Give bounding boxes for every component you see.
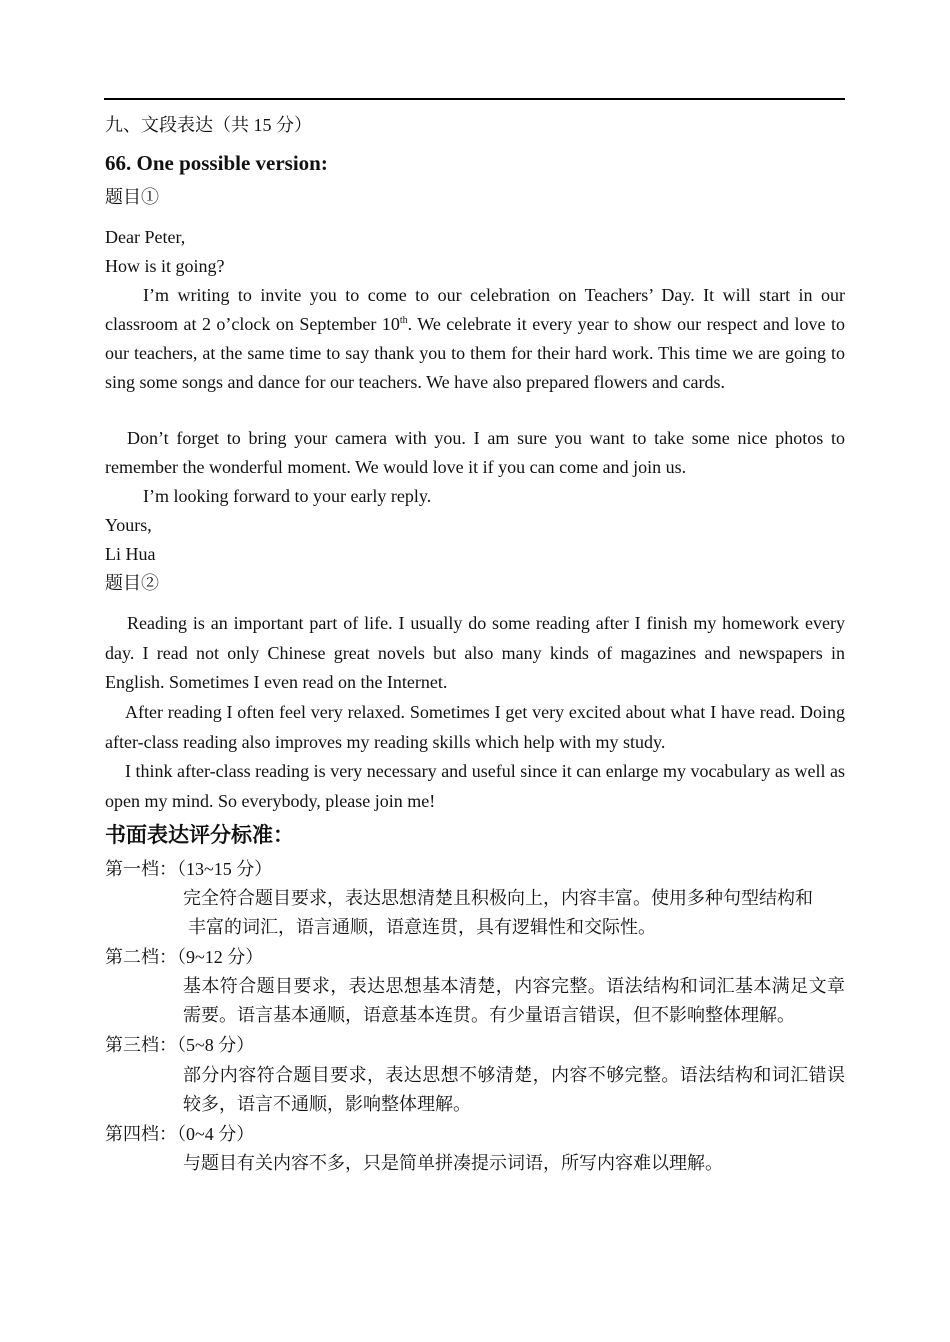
grade-level-4-desc: 与题目有关内容不多，只是简单拼凑提示词语，所写内容难以理解。 <box>183 1153 723 1173</box>
section-title: 九、文段表达（共 15 分） <box>105 115 312 135</box>
essay-paragraph-1: Reading is an important part of life. I usually do some reading after I finish my homework every day. I read not only Chinese great novels but also many kinds of magazines and newspapers in English. Sometimes I even read on the Internet. <box>105 613 845 692</box>
essay-paragraph-3: I think after-class reading is very necessary and useful since it can enlarge my vocabulary as well as open my mind. So everybody, please join me! <box>105 761 845 811</box>
grade-level-1: 第一档：（13~15 分） <box>105 859 273 879</box>
grading-title: 书面表达评分标准： <box>105 823 294 847</box>
letter-signature: Li Hua <box>105 544 156 564</box>
question-heading: 66. One possible version: <box>105 151 328 175</box>
top-rule <box>104 98 845 100</box>
letter-greeting: Dear Peter, <box>105 227 186 247</box>
letter-paragraph-2: Don’t forget to bring your camera with you. I am sure you want to take some nice photos to remember the wonderful moment. We would love it if you can come and join us. <box>105 428 845 477</box>
letter-paragraph-1-text-a: I’m writing to invite you to come to our celebration on Teachers’ Day. It will start in our classroom at 2 o’clock on September 10 <box>105 285 845 334</box>
grade-level-4: 第四档：（0~4 分） <box>105 1124 255 1144</box>
grade-level-1-desc-line2: 丰富的词汇，语言通顺，语意连贯，具有逻辑性和交际性。 <box>188 917 656 937</box>
topic2-label: 题目② <box>105 573 159 593</box>
letter-paragraph-3: I’m looking forward to your early reply. <box>143 486 432 506</box>
grade-level-3: 第三档：（5~8 分） <box>105 1035 255 1055</box>
letter-closing: Yours, <box>105 515 152 535</box>
ordinal-suffix: th <box>399 315 408 326</box>
grade-level-1-desc-line1: 完全符合题目要求，表达思想清楚且积极向上，内容丰富。使用多种句型结构和 <box>183 888 813 908</box>
letter-paragraph-1 <box>105 281 845 397</box>
grade-level-2-desc: 基本符合题目要求，表达思想基本清楚，内容完整。语法结构和词汇基本满足文章需要。语言基本通顺，语意基本连贯。有少量语言错误，但不影响整体理解。 <box>183 976 845 1025</box>
grade-level-3-desc: 部分内容符合题目要求，表达思想不够清楚，内容不够完整。语法结构和词汇错误较多，语言不通顺，影响整体理解。 <box>183 1065 845 1114</box>
letter-paragraph-1-text-b: . We celebrate it every year to show our respect and love to our teachers, at the same time to say thank you to them for their hard work. This time we are going to sing some songs and dance for our teachers. We have also prepared flowers and cards. <box>105 314 845 392</box>
topic1-label: 题目① <box>105 187 159 207</box>
grade-level-2: 第二档：（9~12 分） <box>105 947 264 967</box>
essay-paragraph-2: After reading I often feel very relaxed. Sometimes I get very excited about what I have read. Doing after-class reading also improves my reading skills which help with my study. <box>105 702 845 752</box>
letter-opener: How is it going? <box>105 256 225 276</box>
